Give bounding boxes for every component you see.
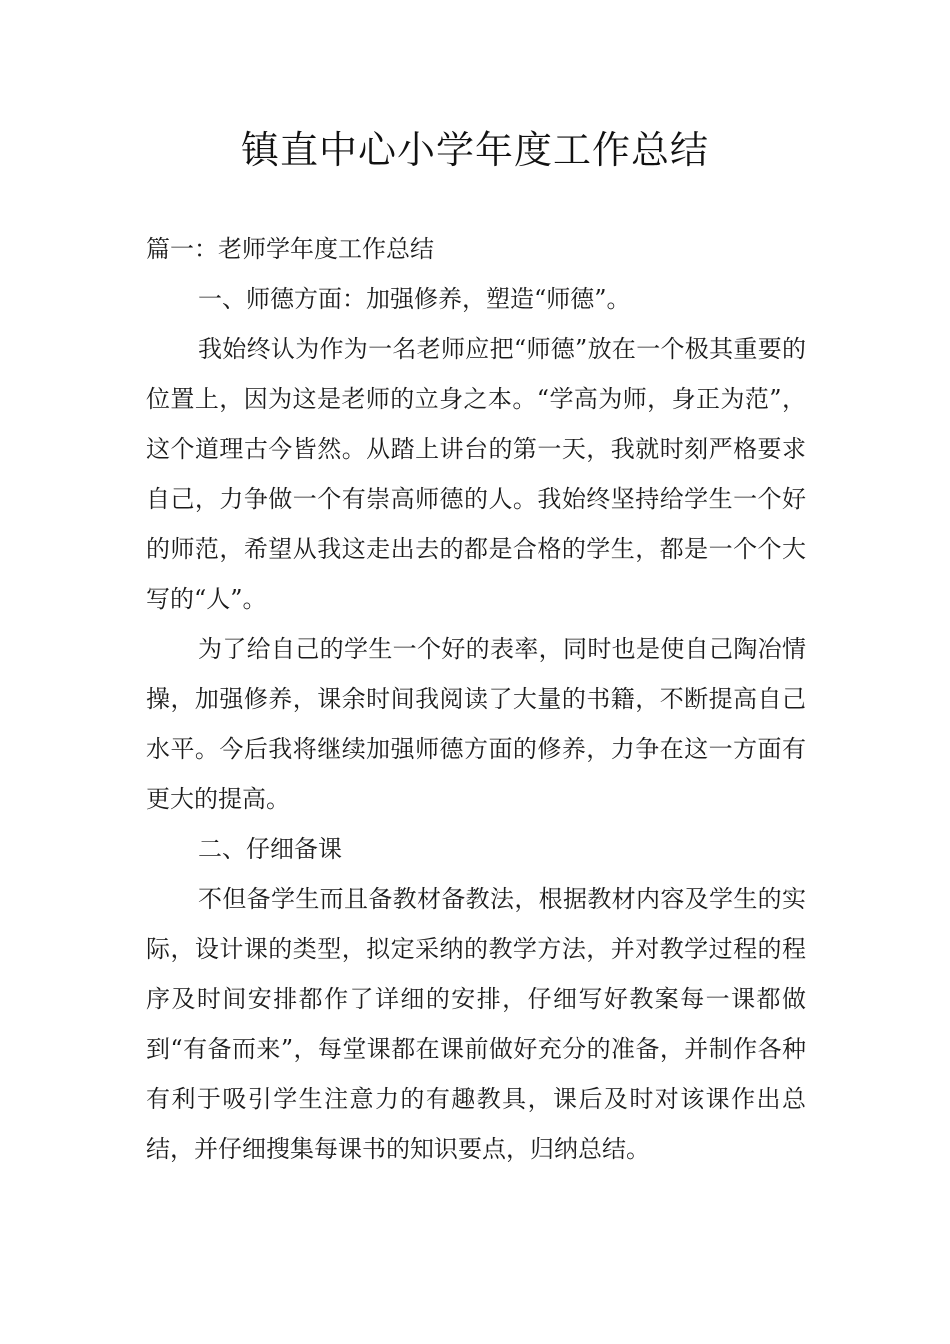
- document-body: [146, 224, 806, 1174]
- paragraph-ethics-1: 我始终认为作为一名老师应把“师德”放在一个极其重要的位置上，因为这是老师的立身之本。“学高为师，身正为范”，这个道理古今皆然。从踏上讲台的第一天，我就时刻严格要求自己，力争做一个有崇高师德的人。我始终坚持给学生一个好的师范，希望从我这走出去的都是合格的学生，都是一个个大写的“人”。: [146, 335, 806, 613]
- paragraph-lesson-prep-1: 不但备学生而且备教材备教法，根据教材内容及学生的实际，设计课的类型，拟定采纳的教学方法，并对教学过程的程序及时间安排都作了详细的安排，仔细写好教案每一课都做到“有备而来”，每堂课都在课前做好充分的准备，并制作各种有利于吸引学生注意力的有趣教具，课后及时对该课作出总结，并仔细搜集每课书的知识要点，归纳总结。: [146, 885, 806, 1163]
- document-title: 镇直中心小学年度工作总结: [240, 128, 709, 172]
- section-heading-lesson-prep: 二、仔细备课: [198, 835, 342, 863]
- paragraph-ethics-2: 为了给自己的学生一个好的表率，同时也是使自己陶冶情操，加强修养，课余时间我阅读了大量的书籍，不断提高自己水平。今后我将继续加强师德方面的修养，力争在这一方面有更大的提高。: [146, 635, 806, 813]
- section-heading-ethics: 一、师德方面：加强修养，塑造“师德”。: [198, 285, 631, 313]
- part-heading: 篇一：老师学年度工作总结: [146, 235, 434, 263]
